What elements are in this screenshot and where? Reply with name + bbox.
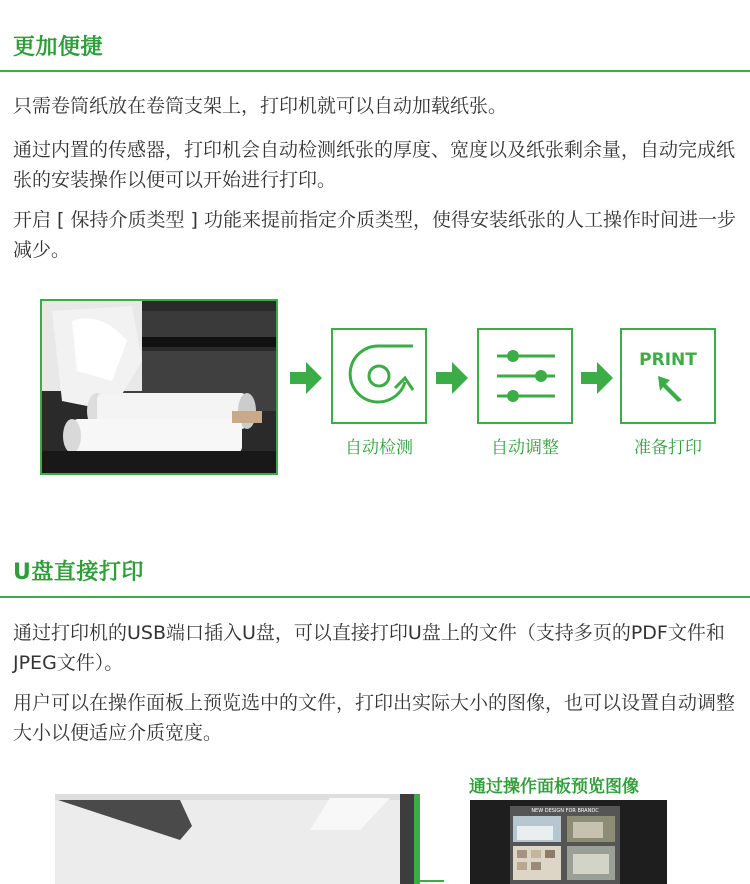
operation-panel-preview xyxy=(470,800,667,884)
panel-header-text: NEW DESIGN FOR BRANDC xyxy=(531,808,599,814)
arrow-right-icon xyxy=(434,360,470,396)
step-ready-print xyxy=(620,328,716,424)
step-auto-adjust xyxy=(477,328,573,424)
panel-screen xyxy=(510,806,620,884)
paragraph-panel-preview: 用户可以在操作面板上预览选中的文件，打印出实际大小的图像，也可以设置自动调整大小以便适应介质宽度。 xyxy=(13,692,736,744)
preview-caption: 通过操作面板预览图像 xyxy=(469,777,639,797)
print-text: PRINT xyxy=(639,350,697,370)
printer-loading-photo xyxy=(40,299,278,475)
paragraph-media-type: 开启 [ 保持介质类型 ] 功能来提前指定介质类型，使得安装纸张的人工操作时间进一步减少。 xyxy=(13,209,736,261)
connector-line xyxy=(420,880,444,882)
arrow-right-icon xyxy=(579,360,615,396)
step-auto-detect xyxy=(331,328,427,424)
section-title-usb-print: U盘直接打印 xyxy=(13,560,144,585)
section-divider xyxy=(0,596,750,598)
section-title-convenience: 更加便捷 xyxy=(13,35,104,60)
cursor-arrow-icon xyxy=(656,374,686,408)
section-divider xyxy=(0,70,750,72)
arrow-right-icon xyxy=(288,360,324,396)
paragraph-roll-loading: 只需卷筒纸放在卷筒支架上，打印机就可以自动加载纸张。 xyxy=(13,95,508,117)
paragraph-sensor: 通过内置的传感器，打印机会自动检测纸张的厚度、宽度以及纸张剩余量，自动完成纸张的安装操作以便可以开始进行打印。 xyxy=(13,139,736,191)
roll-detect-icon xyxy=(333,407,425,426)
sliders-icon xyxy=(479,407,571,426)
step-label-auto-detect: 自动检测 xyxy=(345,438,413,458)
paragraph-usb-port: 通过打印机的USB端口插入U盘，可以直接打印U盘上的文件（支持多页的PDF文件和JPEG文件）。 xyxy=(13,622,725,674)
step-label-auto-adjust: 自动调整 xyxy=(491,438,559,458)
step-label-ready-print: 准备打印 xyxy=(634,438,702,458)
printer-usb-photo xyxy=(30,790,420,884)
